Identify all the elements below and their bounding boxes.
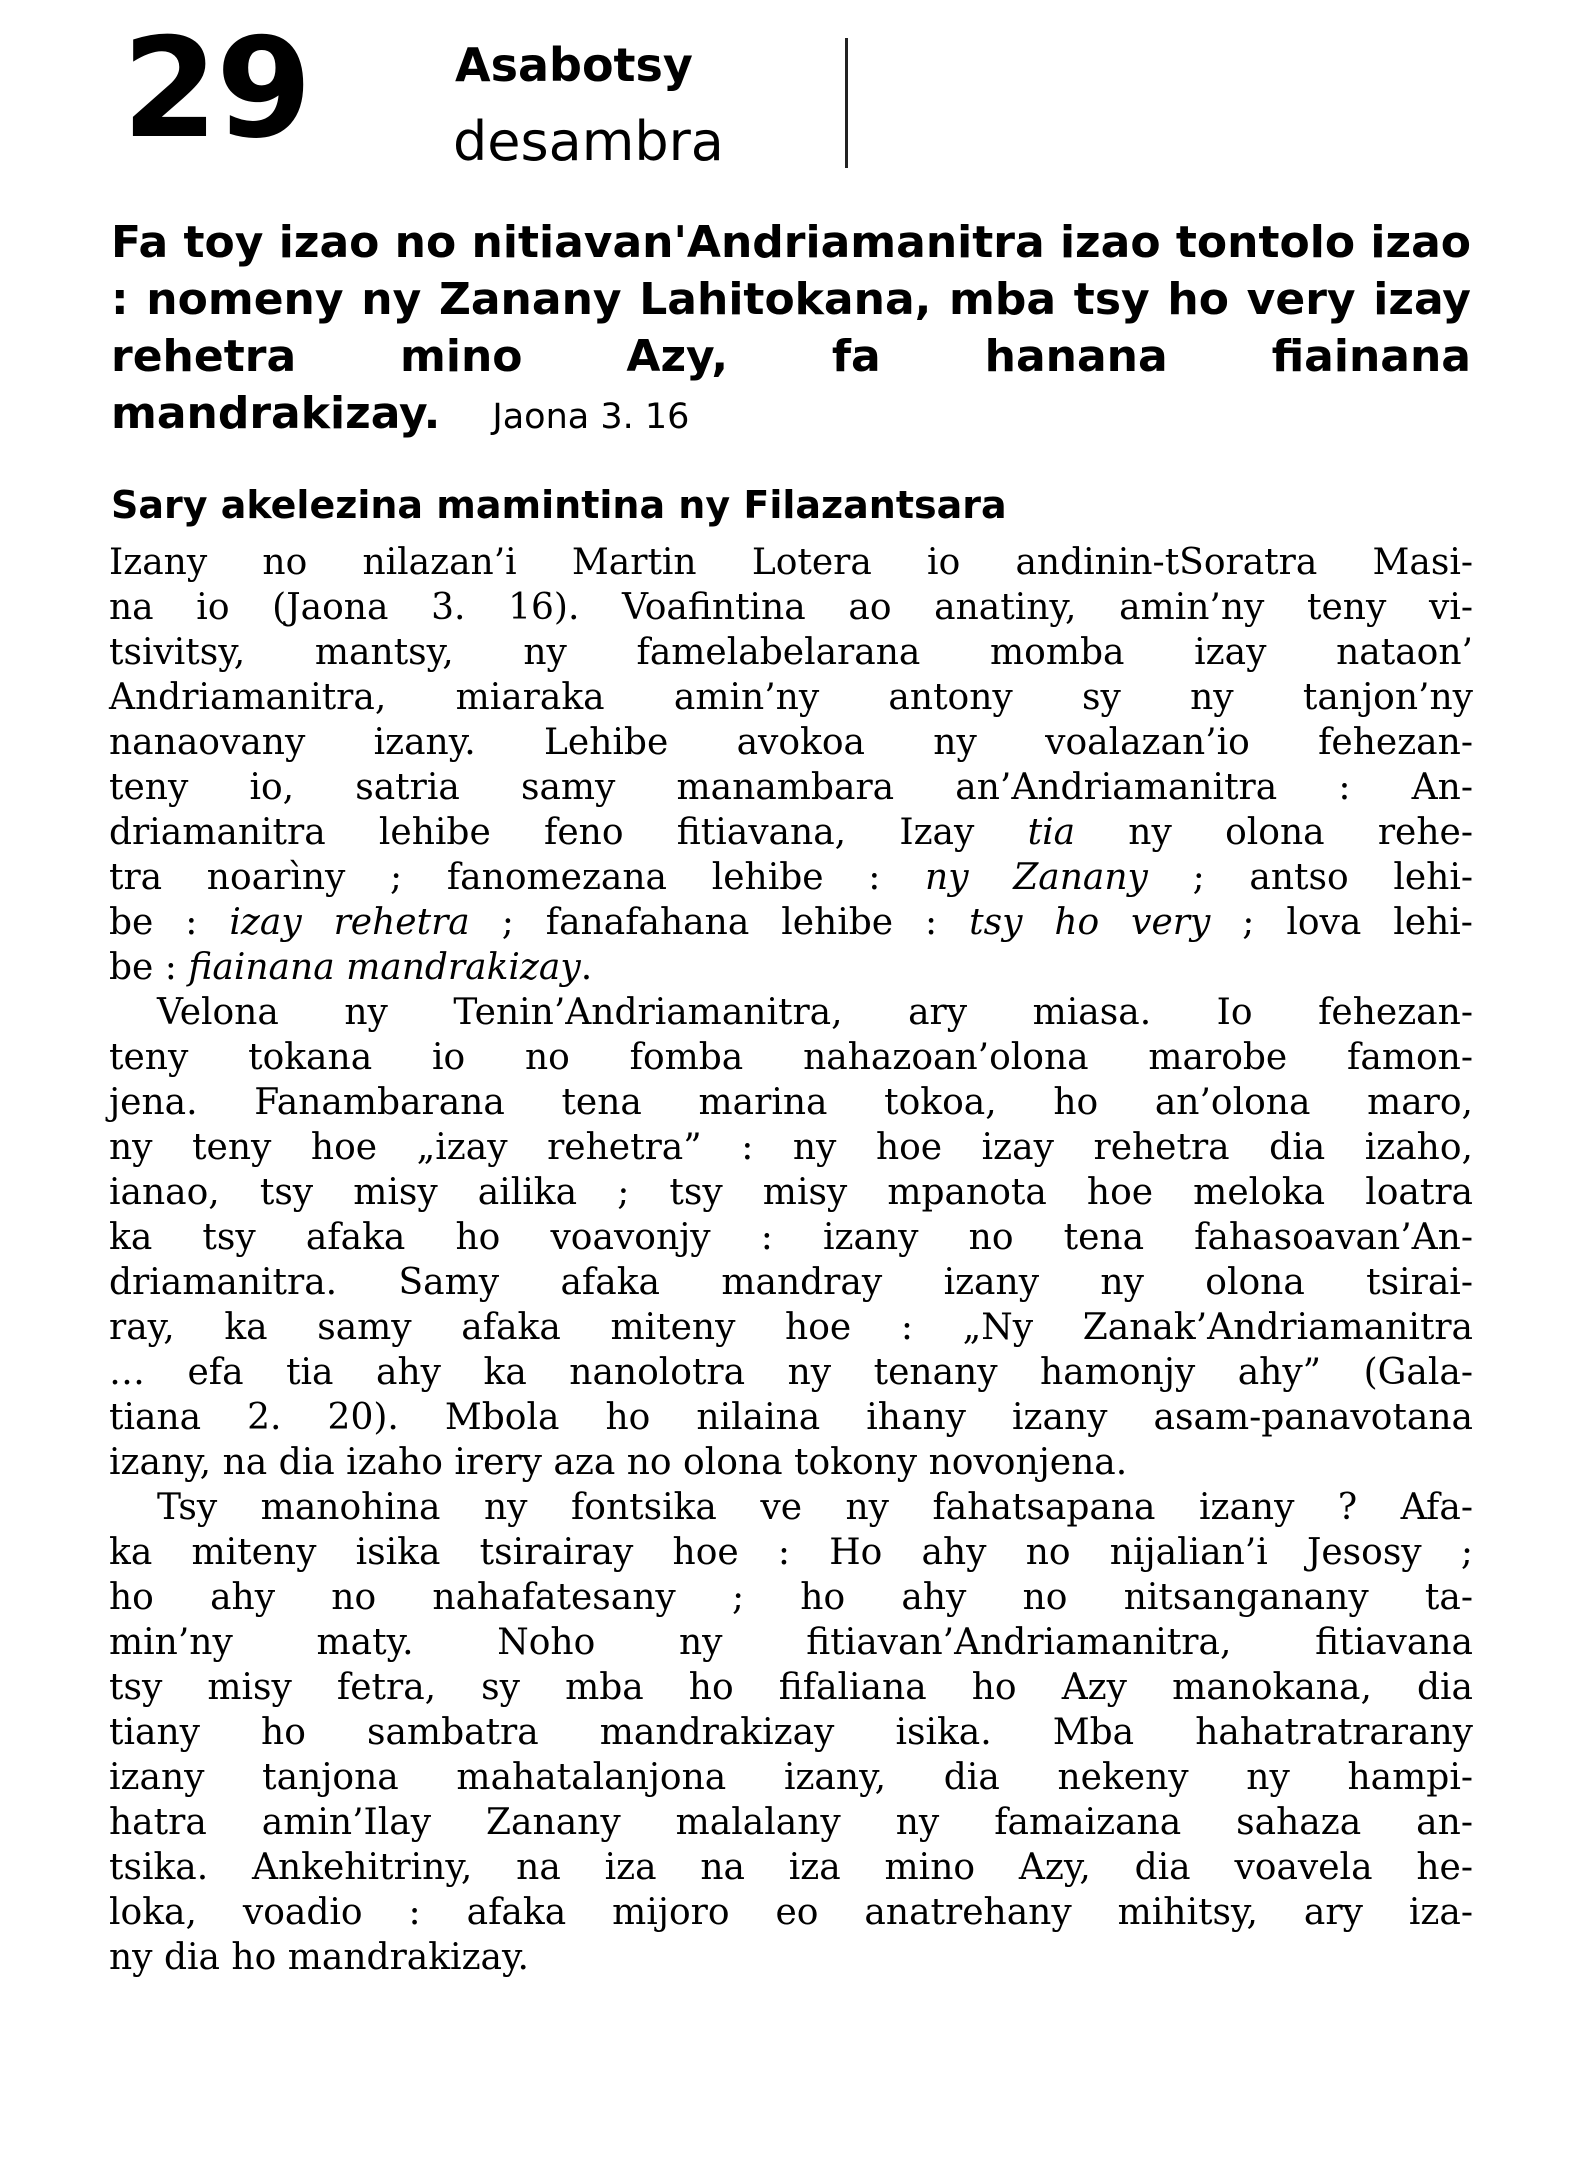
header-divider bbox=[845, 38, 848, 168]
month-label: desambra bbox=[453, 110, 724, 173]
text-line bbox=[109, 585, 1473, 630]
text-run: tra noarìny ; fanomezana lehibe : bbox=[109, 857, 926, 898]
emphasized-text: tia bbox=[1027, 812, 1076, 853]
text-line bbox=[109, 1215, 1473, 1260]
verse-line: izao : nomeny ny Zanany Lahitokana, mba tsy ho bbox=[111, 217, 1472, 325]
text-line bbox=[109, 1080, 1473, 1125]
text-run: teny tokana io no fomba nahazoan’olona marobe famon- bbox=[109, 1037, 1473, 1078]
text-line bbox=[109, 1305, 1473, 1350]
text-run: . bbox=[580, 947, 593, 988]
text-line bbox=[109, 990, 1473, 1035]
text-run: izany, na dia izaho irery aza no olona tokony novonjena. bbox=[109, 1442, 1128, 1483]
text-run: tsivitsy, mantsy, ny famelabelarana momba izay nataon’ bbox=[109, 632, 1473, 673]
text-line bbox=[109, 1890, 1473, 1935]
text-run: min’ny maty. Noho ny fitiavan’Andriamanitra, fitiavana bbox=[109, 1622, 1473, 1663]
text-line bbox=[109, 855, 1473, 900]
emphasized-text: izay rehetra bbox=[229, 902, 470, 943]
text-run: ; fanafahana lehibe : bbox=[469, 902, 970, 943]
emphasized-text: ny Zanany bbox=[925, 857, 1148, 898]
text-run: na io (Jaona 3. 16). Voafintina ao anatiny, amin’ny teny vi- bbox=[109, 587, 1473, 628]
text-run: jena. Fanambarana tena marina tokoa, ho an’olona maro, bbox=[109, 1082, 1473, 1123]
bible-verse bbox=[111, 214, 1471, 446]
text-run: be : bbox=[109, 947, 189, 988]
text-run: tiana 2. 20). Mbola ho nilaina ihany izany asam-panavotana bbox=[109, 1397, 1473, 1438]
text-run: driamanitra. Samy afaka mandray izany ny olona tsirai- bbox=[109, 1262, 1473, 1303]
text-run: Andriamanitra, miaraka amin’ny antony sy ny tanjon’ny bbox=[109, 677, 1473, 718]
text-line bbox=[109, 1845, 1473, 1890]
text-run: tsika. Ankehitriny, na iza na iza mino Azy, dia voavela he- bbox=[109, 1847, 1473, 1888]
text-line bbox=[109, 900, 1473, 945]
text-line bbox=[109, 1935, 1473, 1980]
text-line bbox=[109, 1800, 1473, 1845]
text-run: ka miteny isika tsirairay hoe : Ho ahy no nijalian’i Jesosy ; bbox=[109, 1532, 1473, 1573]
text-line bbox=[109, 1530, 1473, 1575]
text-run: ny dia ho mandrakizay. bbox=[109, 1937, 529, 1978]
text-run: ka tsy afaka ho voavonjy : izany no tena fahasoavan’An- bbox=[109, 1217, 1473, 1258]
day-number: 29 bbox=[122, 8, 311, 169]
text-line bbox=[109, 1260, 1473, 1305]
text-line bbox=[109, 1035, 1473, 1080]
text-line bbox=[109, 1440, 1473, 1485]
text-line bbox=[109, 1485, 1473, 1530]
text-line bbox=[109, 1755, 1473, 1800]
verse-line: mandrakizay. bbox=[111, 388, 441, 439]
article-body bbox=[109, 540, 1473, 1980]
text-run: Velona ny Tenin’Andriamanitra, ary miasa. Io fehezan- bbox=[157, 992, 1473, 1033]
text-run: tiany ho sambatra mandrakizay isika. Mba hahatratrarany bbox=[109, 1712, 1473, 1753]
text-line bbox=[109, 810, 1473, 855]
text-line bbox=[109, 1170, 1473, 1215]
text-run: ho ahy no nahafatesany ; ho ahy no nitsanganany ta- bbox=[109, 1577, 1473, 1618]
weekday-label: Asabotsy bbox=[455, 38, 693, 92]
verse-line: Fa toy izao no nitiavan'Andriamanitra izao tontolo bbox=[111, 217, 1356, 268]
verse-line: very izay rehetra mino Azy, fa hanana fiainana bbox=[111, 274, 1471, 382]
text-run: Izany no nilazan’i Martin Lotera io andinin-tSoratra Masi- bbox=[109, 542, 1473, 583]
text-run: ; lova lehi- bbox=[1210, 902, 1473, 943]
text-run: tsy misy fetra, sy mba ho fifaliana ho Azy manokana, dia bbox=[109, 1667, 1473, 1708]
text-line bbox=[109, 1665, 1473, 1710]
paragraph bbox=[109, 990, 1473, 1485]
verse-reference: Jaona 3. 16 bbox=[492, 397, 690, 437]
text-run: loka, voadio : afaka mijoro eo anatrehany mihitsy, ary iza- bbox=[109, 1892, 1473, 1933]
text-line bbox=[109, 1350, 1473, 1395]
text-run: teny io, satria samy manambara an’Andriamanitra : An- bbox=[109, 767, 1473, 808]
text-line bbox=[109, 1710, 1473, 1755]
text-run: ray, ka samy afaka miteny hoe : „Ny Zanak’Andriamanitra bbox=[109, 1307, 1473, 1348]
text-run: ny teny hoe „izay rehetra” : ny hoe izay rehetra dia izaho, bbox=[109, 1127, 1473, 1168]
text-line bbox=[109, 1575, 1473, 1620]
text-line bbox=[109, 765, 1473, 810]
text-line bbox=[109, 945, 1473, 990]
text-line bbox=[109, 1395, 1473, 1440]
text-run: ny olona rehe- bbox=[1075, 812, 1474, 853]
text-line bbox=[109, 1620, 1473, 1665]
emphasized-text: fiainana mandrakizay bbox=[188, 947, 581, 988]
text-line bbox=[109, 720, 1473, 765]
text-run: ; antso lehi- bbox=[1147, 857, 1473, 898]
section-title: Sary akelezina mamintina ny Filazantsara bbox=[111, 483, 1007, 527]
emphasized-text: tsy ho very bbox=[969, 902, 1211, 943]
text-run: be : bbox=[109, 902, 230, 943]
text-run: … efa tia ahy ka nanolotra ny tenany hamonjy ahy” (Gala- bbox=[109, 1352, 1473, 1393]
text-line bbox=[109, 1125, 1473, 1170]
paragraph bbox=[109, 540, 1473, 990]
text-run: Tsy manohina ny fontsika ve ny fahatsapana izany ? Afa- bbox=[157, 1487, 1473, 1528]
text-run: izany tanjona mahatalanjona izany, dia nekeny ny hampi- bbox=[109, 1757, 1473, 1798]
text-run: driamanitra lehibe feno fitiavana, Izay bbox=[109, 812, 1028, 853]
paragraph bbox=[109, 1485, 1473, 1980]
text-line bbox=[109, 540, 1473, 585]
text-run: nanaovany izany. Lehibe avokoa ny voalazan’io fehezan- bbox=[109, 722, 1473, 763]
text-line bbox=[109, 675, 1473, 720]
text-line bbox=[109, 630, 1473, 675]
text-run: hatra amin’Ilay Zanany malalany ny famaizana sahaza an- bbox=[109, 1802, 1473, 1843]
text-run: ianao, tsy misy ailika ; tsy misy mpanota hoe meloka loatra bbox=[109, 1172, 1473, 1213]
